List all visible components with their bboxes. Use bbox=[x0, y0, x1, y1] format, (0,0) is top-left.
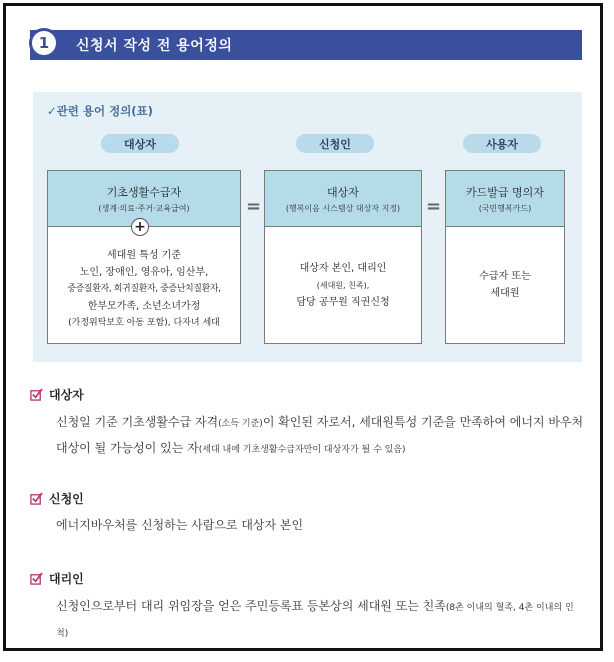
box-user bbox=[445, 170, 565, 344]
box-target bbox=[47, 170, 241, 344]
box-applicant-line: 대상자 본인, 대리인 bbox=[299, 262, 387, 274]
term-target bbox=[30, 386, 84, 403]
box-applicant-head-sub: (행복이음 시스템상 대상자 지정) bbox=[285, 203, 401, 213]
box-user-line: 세대원 bbox=[490, 288, 520, 299]
box-target-line: 세대원 특성 기준 bbox=[107, 249, 181, 261]
pill-user: 사용자 bbox=[463, 134, 541, 153]
box-target-line: (가정위탁보호 아동 포함), 다자녀 세대 bbox=[68, 317, 220, 328]
box-target-line: 노인, 장애인, 영유아, 임산부, bbox=[79, 266, 209, 278]
box-applicant bbox=[264, 170, 422, 344]
definition-panel bbox=[33, 92, 582, 362]
definition-title: ✓관련 용어 정의(표) bbox=[47, 104, 153, 118]
plus-icon: + bbox=[131, 218, 149, 236]
checkbox-icon bbox=[30, 388, 43, 401]
box-target-head-sub: (생계·의료·주거·교육급여) bbox=[98, 203, 190, 213]
checkbox-icon bbox=[30, 492, 43, 505]
box-target-body bbox=[48, 227, 240, 343]
box-applicant-head-main: 대상자 bbox=[327, 185, 359, 199]
box-applicant-header bbox=[265, 171, 421, 227]
term-proxy-label: 대리인 bbox=[49, 572, 84, 586]
box-user-head-sub: (국민행복카드) bbox=[478, 203, 532, 213]
box-target-line: 중증질환자, 희귀질환자, 중증난치질환자, bbox=[67, 283, 221, 294]
section-header bbox=[30, 30, 582, 60]
box-applicant-body bbox=[265, 227, 421, 343]
check-mark-icon: ✓ bbox=[47, 104, 57, 118]
box-user-head-main: 카드발급 명의자 bbox=[466, 185, 544, 199]
box-target-head-main: 기초생활수급자 bbox=[106, 185, 182, 199]
box-applicant-line: (세대원, 친족), bbox=[316, 280, 370, 290]
pill-target: 대상자 bbox=[101, 134, 179, 153]
term-applicant bbox=[30, 490, 84, 507]
box-user-line: 수급자 또는 bbox=[479, 271, 531, 282]
term-applicant-text: 에너지바우처를 신청하는 사람으로 대상자 본인 bbox=[56, 518, 304, 532]
term-proxy-text: 신청인으로부터 대리 위임장을 얻은 주민등록표 등본상의 세대원 또는 친족(8촌 이내의 혈족, 4촌 이내의 인척) bbox=[56, 599, 574, 639]
box-target-line: 한부모가족, 소년소녀가정 bbox=[87, 300, 201, 312]
term-proxy bbox=[30, 570, 84, 587]
section-title: 신청서 작성 전 용어정의 bbox=[76, 38, 233, 54]
checkbox-icon bbox=[30, 572, 43, 585]
term-applicant-label: 신청인 bbox=[49, 492, 84, 506]
section-number: 1 bbox=[29, 28, 59, 58]
equals-sign: = bbox=[426, 196, 442, 217]
pill-applicant: 신청인 bbox=[296, 134, 374, 153]
box-user-header bbox=[446, 171, 564, 227]
box-applicant-line: 담당 공무원 직권신청 bbox=[296, 296, 390, 308]
equals-sign: = bbox=[246, 196, 262, 217]
term-target-label: 대상자 bbox=[49, 388, 84, 402]
term-target-text: 신청일 기준 기초생활수급 자격(소득 기준)이 확인된 자로서, 세대원특성 기준을 만족하여 에너지 바우처 대상이 될 가능성이 있는 자(세대 내에 기초생활수급자만이 대상자가 될 수 있음) bbox=[56, 415, 584, 455]
box-user-body bbox=[446, 227, 564, 343]
